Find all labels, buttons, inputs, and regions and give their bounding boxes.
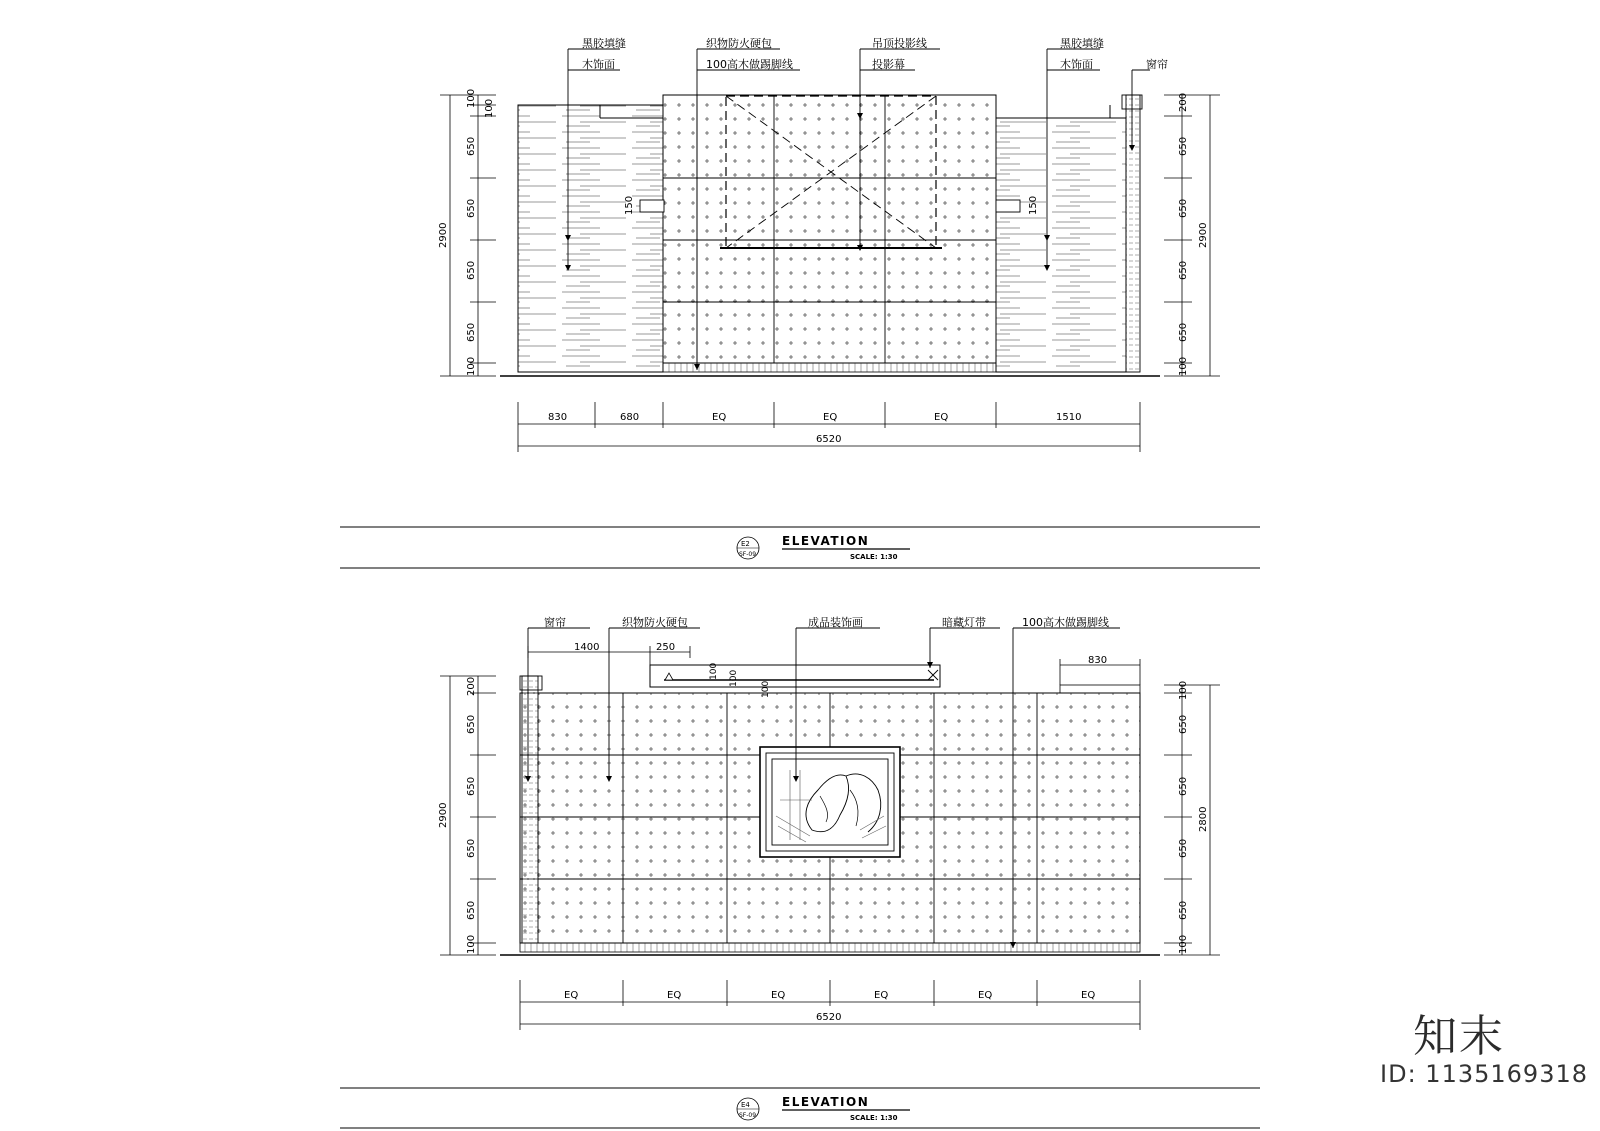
wood-panel-right [996,118,1126,372]
ceiling-light-box [650,662,940,687]
skirting-2 [520,943,1140,952]
dim-e2-rv-5: 100 [1178,934,1189,954]
dim-e2-250: 250 [656,642,676,653]
curtain-1 [1126,95,1140,372]
dim-e2-lv-4: 650 [466,900,477,920]
dim-e2-lv-0: 200 [466,676,477,696]
title-e1: ELEVATION [782,534,870,548]
dim-e1-lv-3: 650 [466,198,477,218]
dim-e2-h-1: EQ [667,990,682,1001]
dim-e2-830: 830 [1088,655,1108,666]
dim-e1-total-left: 2900 [438,222,449,248]
brand-id: ID: 1135169318 [1380,1060,1588,1088]
curtain-2 [522,676,538,943]
dim-e2-lv-3: 650 [466,838,477,858]
dim-e1-h-3: EQ [823,412,838,423]
label-painting: 成品装饰画 [808,616,863,629]
dim-e1-lv-5: 650 [466,322,477,342]
dim-e1-150-right: 150 [1028,195,1039,215]
dim-e2-total-right: 2800 [1198,806,1209,832]
label-wood-veneer-right: 木饰面 [1060,58,1093,71]
dim-e1-h-4: EQ [934,412,949,423]
dim-e2-rv-1: 650 [1178,714,1189,734]
dim-e2-ceil-1: 100 [729,669,739,687]
dim-e2-total-h: 6520 [816,1012,842,1023]
dim-e1-rv-5: 100 [1178,356,1189,376]
tag-e2-bottom: SF-09 [739,551,757,558]
dim-e2-ceil-0: 100 [709,662,719,680]
dim-e1-150-left: 150 [624,195,635,215]
dim-e1-h-5: 1510 [1056,412,1082,423]
label-skirting-2: 100高木做踢脚线 [1022,616,1109,629]
dim-e1-lv-1: 100 [484,98,495,118]
decorative-painting [760,747,900,857]
dim-e2-1400: 1400 [574,642,600,653]
dim-e1-h-1: 680 [620,412,640,423]
dim-e2-rv-4: 650 [1178,900,1189,920]
wood-panel-left [518,105,663,372]
dim-e2-lv-1: 650 [466,714,477,734]
wall-light-left [640,200,664,212]
dim-e1-rv-4: 650 [1178,322,1189,342]
fabric-panel [663,95,996,363]
dim-e2-rv-0: 100 [1178,680,1189,700]
elevation-2 [340,615,1260,1128]
label-ceiling-line: 吊顶投影线 [872,37,927,50]
label-black-grout-right: 黑胶填缝 [1060,37,1104,50]
label-skirting: 100高木做踢脚线 [706,58,793,71]
dim-e1-lv-0: 100 [466,88,477,108]
label-curtain-1: 窗帘 [1146,58,1168,71]
dim-e2-lv-2: 650 [466,776,477,796]
title-e2: ELEVATION [782,1095,870,1109]
dim-e2-h-2: EQ [771,990,786,1001]
dim-e2-lv-5: 100 [466,934,477,954]
dim-e2-h-3: EQ [874,990,889,1001]
label-wood-veneer-left: 木饰面 [582,58,615,71]
dim-e2-rv-3: 650 [1178,838,1189,858]
label-light-strip: 暗藏灯带 [942,616,986,629]
scale-e2: SCALE: 1:30 [850,1114,898,1122]
skirting-1 [663,363,996,372]
label-black-grout-left: 黑胶填缝 [582,37,626,50]
dim-e2-rv-2: 650 [1178,776,1189,796]
brand-logo: 知末 [1413,1011,1505,1062]
dim-e2-h-0: EQ [564,990,579,1001]
scale-e1: SCALE: 1:30 [850,553,898,561]
label-fabric-panel: 织物防火硬包 [706,37,772,50]
dim-e1-h-2: EQ [712,412,727,423]
label-fabric-2: 织物防火硬包 [622,616,688,629]
dim-e2-h-5: EQ [1081,990,1096,1001]
dim-e2-total-left: 2900 [438,802,449,828]
wall-light-right [996,200,1020,212]
tag-e4-top: E4 [741,1101,750,1109]
tag-e2-top: E2 [741,540,750,548]
dim-e1-rv-2: 650 [1178,198,1189,218]
label-projection-screen: 投影幕 [872,58,905,71]
tag-e4-bottom: SF-09 [739,1112,757,1119]
dim-e1-rv-3: 650 [1178,260,1189,280]
label-curtain-2: 窗帘 [544,616,566,629]
dim-e1-lv-4: 650 [466,260,477,280]
dim-e1-rv-0: 200 [1178,92,1189,112]
dim-e1-rv-1: 650 [1178,136,1189,156]
elevation-1 [340,36,1260,568]
dim-e1-lv-2: 650 [466,136,477,156]
dim-e2-h-4: EQ [978,990,993,1001]
dim-e1-total-h: 6520 [816,434,842,445]
dim-e1-lv-6: 100 [466,356,477,376]
dim-e2-ceil-2: 100 [761,680,771,698]
dim-e1-h-0: 830 [548,412,568,423]
dim-e1-total-right: 2900 [1198,222,1209,248]
